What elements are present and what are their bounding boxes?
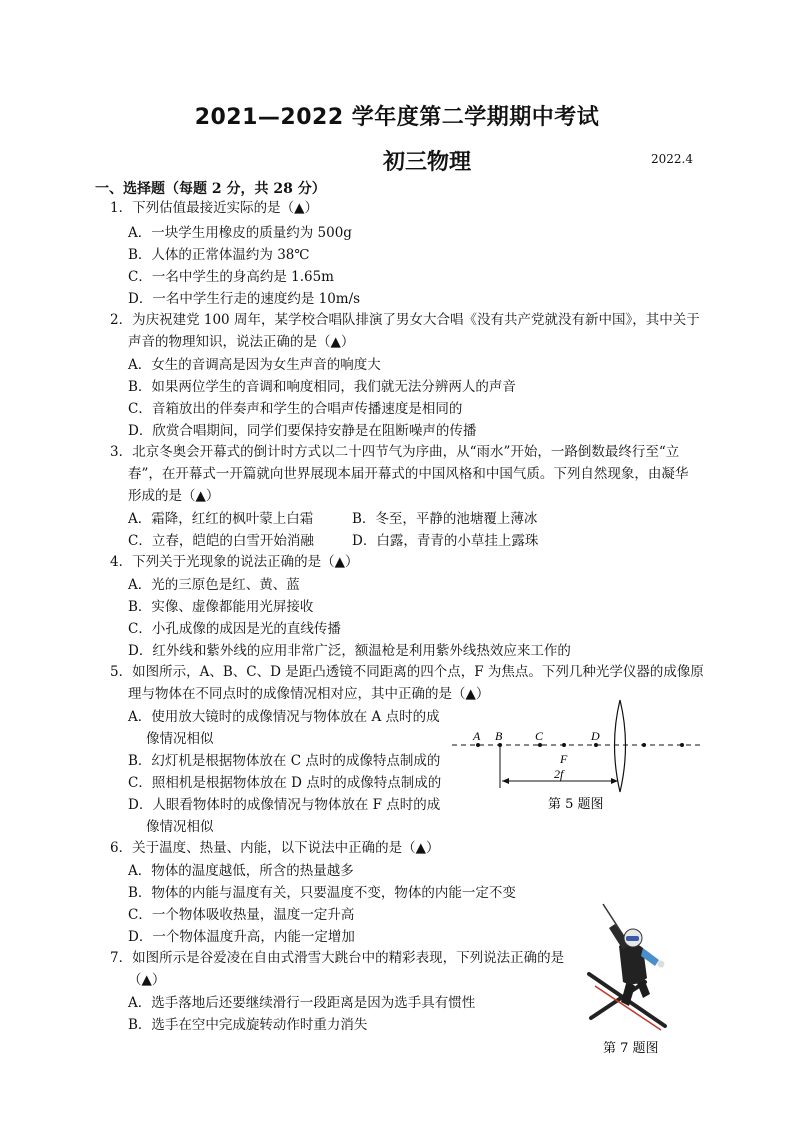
q4-stem: 4．下列关于光现象的说法正确的是（▲） xyxy=(110,554,359,570)
q4-option-d: D．红外线和紫外线的应用非常广泛，额温枪是利用紫外线热效应来工作的 xyxy=(128,643,571,659)
figure7-caption: 第 7 题图 xyxy=(603,1041,659,1056)
label-c: C xyxy=(535,729,544,743)
q3-stem-line3: 形成的是（▲） xyxy=(128,488,220,504)
q1-option-d: D．一名中学生行走的速度约是 10m/s xyxy=(128,291,361,307)
q4-option-b: B．实像、虚像都能用光屏接收 xyxy=(128,599,314,615)
q6-option-d: D．一个物体温度升高，内能一定增加 xyxy=(128,929,355,945)
point-f-dot xyxy=(562,743,566,747)
q3-option-c: C．立春，皑皑的白雪开始消融 xyxy=(128,533,314,549)
label-d: D xyxy=(591,729,600,743)
q2-option-a: A．女生的音调高是因为女生声音的响度大 xyxy=(128,357,381,373)
q6-stem: 6．关于温度、热量、内能，以下说法中正确的是（▲） xyxy=(110,840,440,856)
q4-option-a: A．光的三原色是红、黄、蓝 xyxy=(128,577,300,593)
q5-stem-line1: 5．如图所示，A、B、C、D 是距凸透镜不同距离的四个点，F 为焦点。下列几种光学仪器的成像原 xyxy=(110,664,704,680)
exam-title: 2021—2022 学年度第二学期期中考试 xyxy=(194,105,600,130)
skier-figure xyxy=(583,898,683,1058)
q2-stem-line2: 声音的物理知识，说法正确的是（▲） xyxy=(128,334,355,350)
q3-stem-line2: 春”，在开幕式一开篇就向世界展现本届开幕式的中国风格和中国气质。下列自然现象，由凝华 xyxy=(128,466,689,482)
point-c-dot xyxy=(538,743,542,747)
q3-option-a: A．霜降，红红的枫叶蒙上白霜 xyxy=(128,511,314,527)
q1-option-c: C．一名中学生的身高约是 1.65m xyxy=(128,269,334,285)
q5-stem-line2: 理与物体在不同点时的成像情况相对应，其中正确的是（▲） xyxy=(128,686,490,702)
q7-option-b: B．选手在空中完成旋转动作时重力消失 xyxy=(128,1017,368,1033)
label-b: B xyxy=(495,729,503,743)
q7-stem-line1: 7．如图所示是谷爱凌在自由式滑雪大跳台中的精彩表现，下列说法正确的是 xyxy=(110,950,565,966)
q1-stem: 1．下列估值最接近实际的是（▲） xyxy=(110,200,318,216)
q5-option-a: A．使用放大镜时的成像情况与物体放在 A 点时的成 xyxy=(128,709,440,725)
q7-option-a: A．选手落地后还要继续滑行一段距离是因为选手具有惯性 xyxy=(128,995,476,1011)
convex-lens-icon xyxy=(615,700,626,792)
lens-diagram xyxy=(450,688,710,818)
exam-date: 2022.4 xyxy=(651,152,693,166)
q1-option-a: A．一块学生用橡皮的质量约为 500g xyxy=(128,225,352,241)
q7-stem-line2: （▲） xyxy=(128,972,166,988)
q3-option-d: D．白露，青青的小草挂上露珠 xyxy=(352,533,539,549)
point-d-dot xyxy=(594,743,598,747)
q1-option-b: B．人体的正常体温约为 38℃ xyxy=(128,247,310,263)
q6-option-a: A．物体的温度越低，所含的热量越多 xyxy=(128,863,354,879)
q3-option-b: B．冬至，平静的池塘覆上薄冰 xyxy=(352,511,538,527)
q2-option-c: C．音箱放出的伴奏声和学生的合唱声传播速度是相同的 xyxy=(128,401,463,417)
right-dot-1 xyxy=(642,743,646,747)
q2-stem-line1: 2．为庆祝建党 100 周年，某学校合唱队排演了男女大合唱《没有共产党就没有新中国》，其中关于 xyxy=(110,312,700,328)
q6-option-b: B．物体的内能与温度有关，只要温度不变，物体的内能一定不变 xyxy=(128,885,516,901)
q5-option-d-cont: 像情况相似 xyxy=(146,819,214,835)
skier-illustration xyxy=(589,904,665,1030)
q5-option-c: C．照相机是根据物体放在 D 点时的成像特点制成的 xyxy=(128,775,442,791)
label-2f: 2f xyxy=(554,767,564,781)
q4-option-c: C．小孔成像的成因是光的直线传播 xyxy=(128,621,341,637)
q2-option-d: D．欣赏合唱期间，同学们要保持安静是在阻断噪声的传播 xyxy=(128,423,477,439)
q2-option-b: B．如果两位学生的音调和响度相同，我们就无法分辨两人的声音 xyxy=(128,379,516,395)
label-a: A xyxy=(473,729,481,743)
point-a-dot xyxy=(476,743,480,747)
q5-option-a-cont: 像情况相似 xyxy=(146,731,214,747)
q6-option-c: C．一个物体吸收热量，温度一定升高 xyxy=(128,907,355,923)
q5-option-d: D．人眼看物体时的成像情况与物体放在 F 点时的成 xyxy=(128,797,441,813)
q5-option-b: B．幻灯机是根据物体放在 C 点时的成像特点制成的 xyxy=(128,753,441,769)
arrow-left-icon xyxy=(502,778,509,784)
figure5-caption: 第 5 题图 xyxy=(548,797,604,812)
exam-subtitle: 初三物理 xyxy=(383,150,472,175)
label-f: F xyxy=(560,752,568,766)
section-heading: 一、选择题（每题 2 分，共 28 分） xyxy=(95,181,326,197)
q3-stem-line1: 3．北京冬奥会开幕式的倒计时方式以二十四节气为序曲，从“雨水”开始，一路倒数最终行至“立 xyxy=(110,444,680,460)
right-dot-2 xyxy=(680,743,684,747)
